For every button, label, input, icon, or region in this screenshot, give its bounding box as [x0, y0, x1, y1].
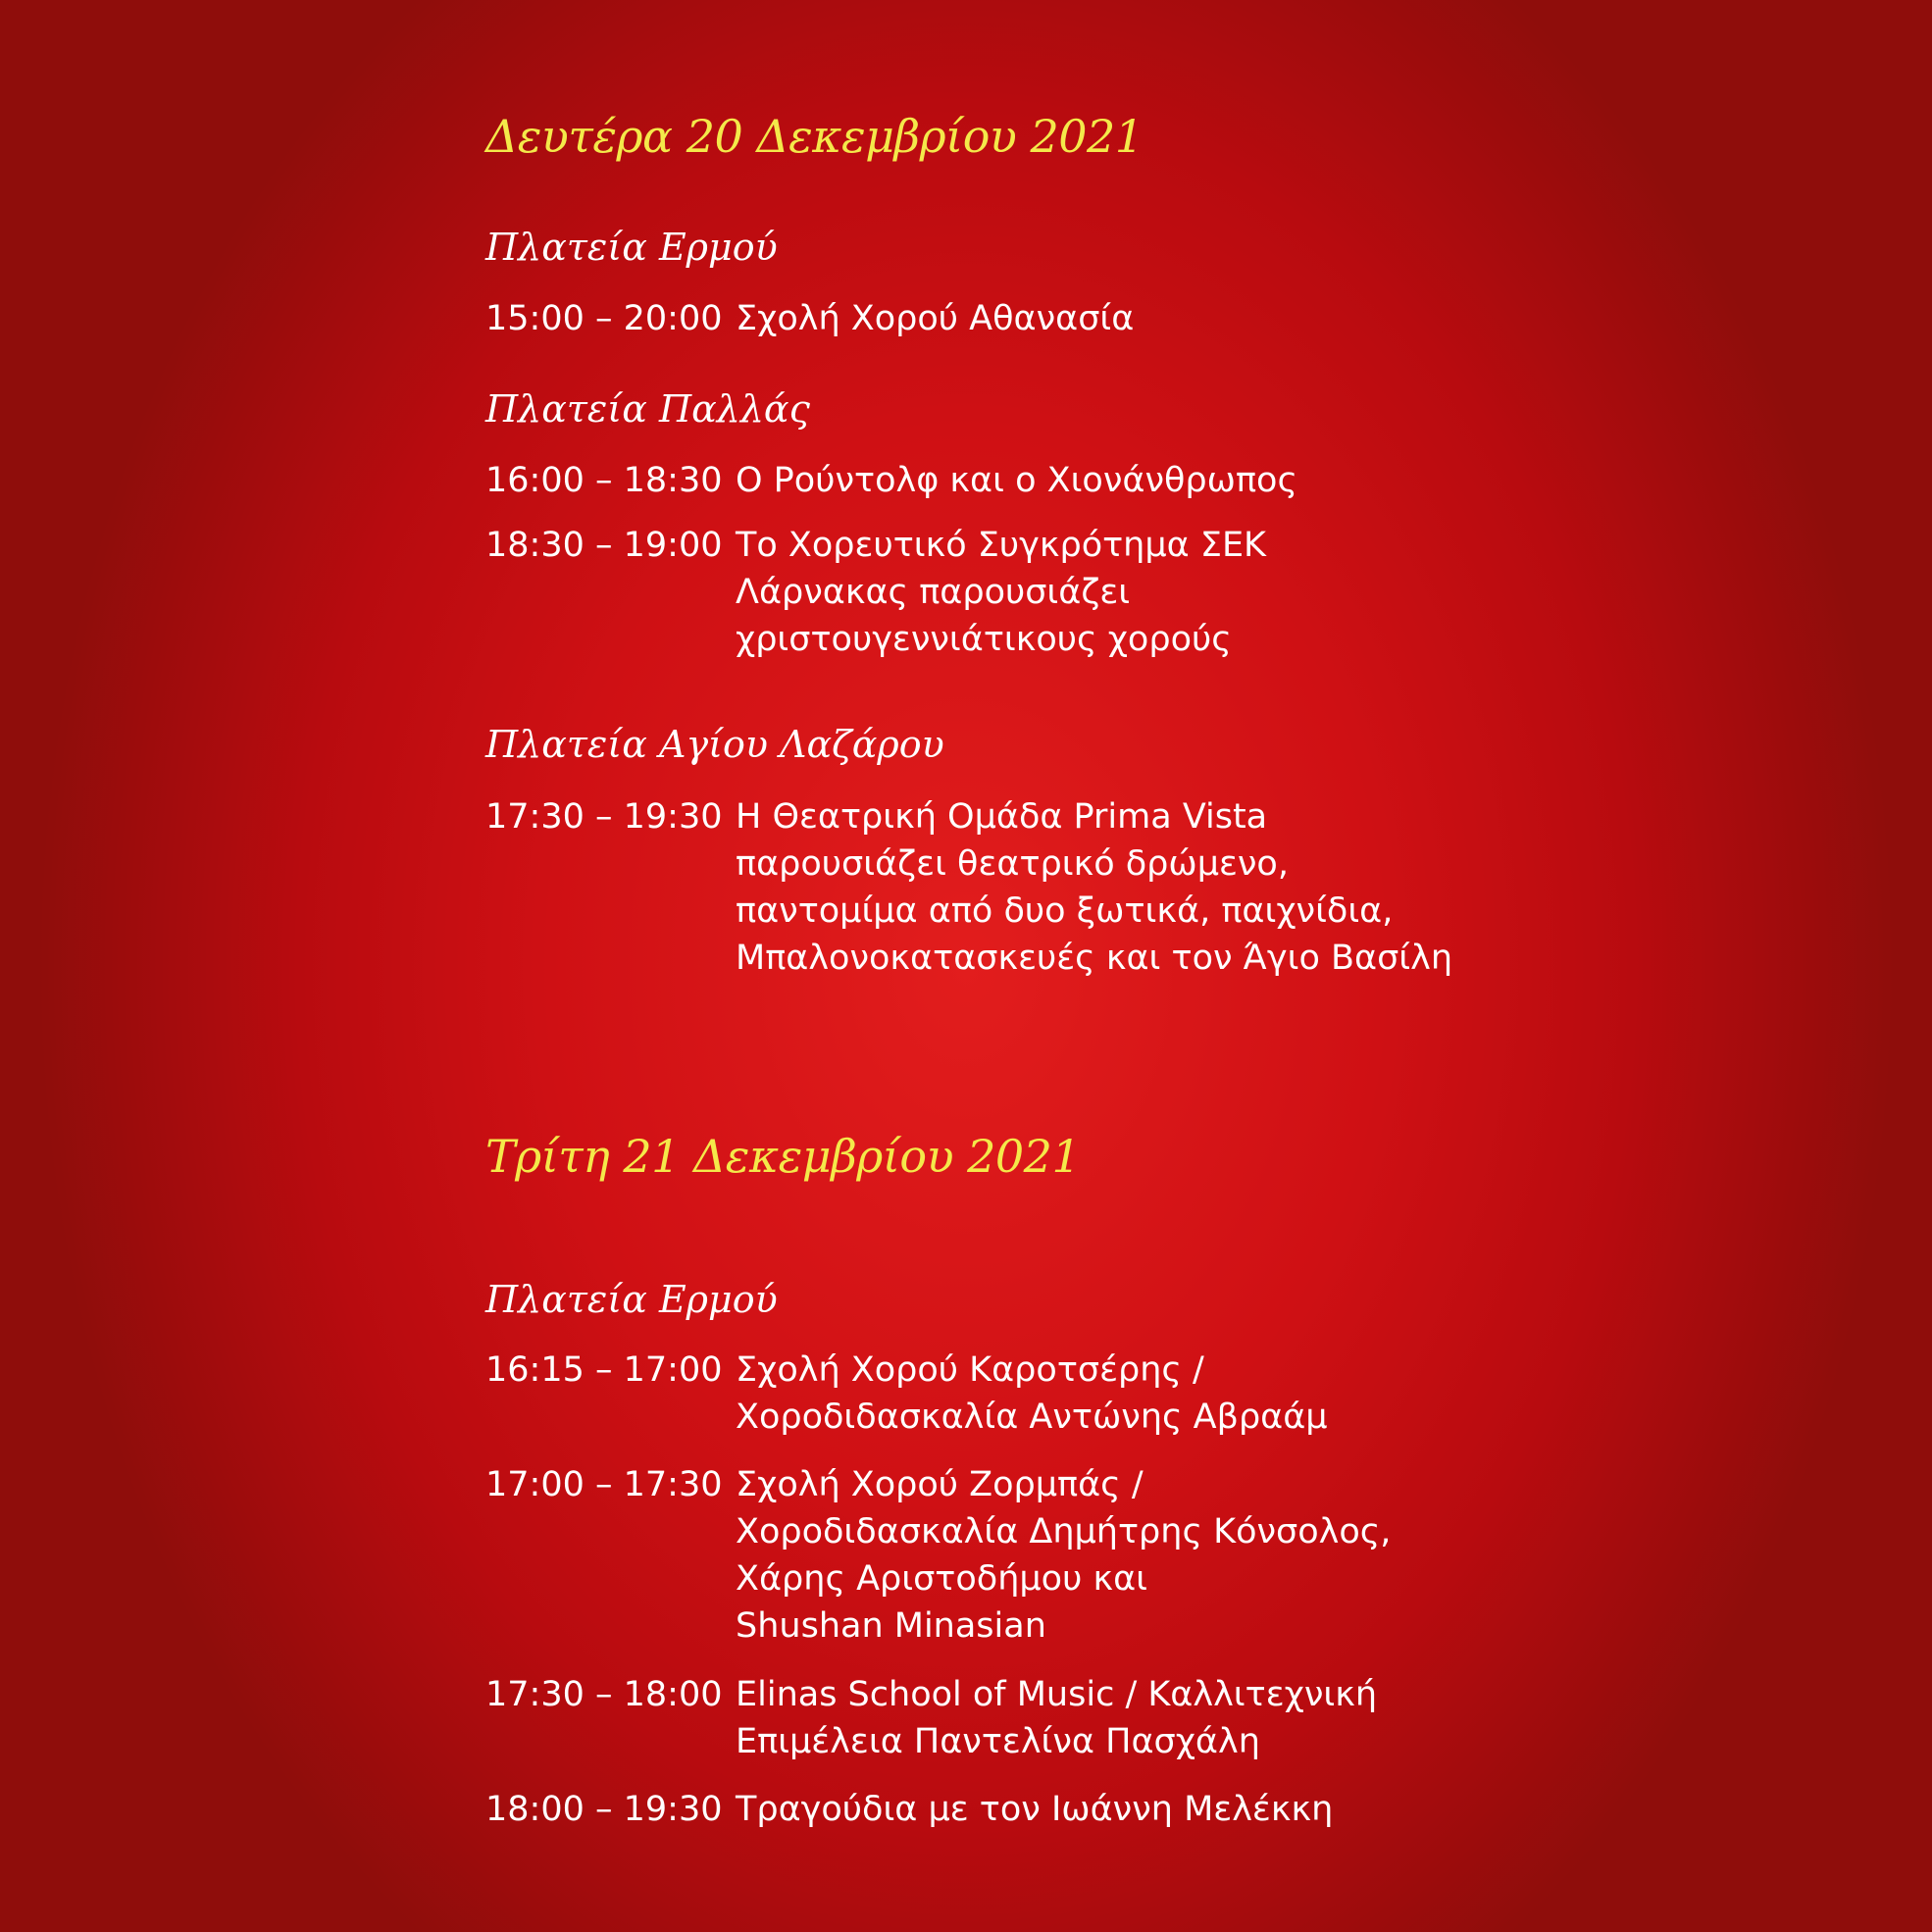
event-line: Η Θεατρική Ομάδα Prima Vista — [736, 797, 1268, 837]
event-line: Σχολή Χορού Ζορμπάς / — [736, 1465, 1144, 1504]
event-line: Elinas School of Music / Καλλιτεχνική — [736, 1675, 1378, 1714]
event-line: Τραγούδια με τον Ιωάννη Μελέκκη — [736, 1790, 1334, 1829]
event-line: Μπαλονοκατασκευές και τον Άγιο Βασίλη — [736, 939, 1453, 978]
event-line: Επιμέλεια Παντελίνα Πασχάλη — [736, 1722, 1260, 1761]
event-description — [736, 522, 1266, 663]
event-line: Shushan Minasian — [736, 1606, 1046, 1646]
event-description — [736, 295, 1134, 342]
event-description — [736, 457, 1297, 504]
event-line: Χοροδιδασκαλία Αντώνης Αβραάμ — [736, 1398, 1328, 1437]
event-time: 16:00 – 18:30 — [485, 461, 723, 500]
event-line: Το Χορευτικό Συγκρότημα ΣΕΚ — [736, 526, 1267, 565]
venue-name: Πλατεία Αγίου Λαζάρου — [485, 723, 944, 766]
event-time: 18:00 – 19:30 — [485, 1790, 723, 1829]
event-line: Χάρης Αριστοδήμου και — [736, 1559, 1147, 1599]
event-time: 17:30 – 19:30 — [485, 797, 723, 837]
event-line: Σχολή Χορού Καροτσέρης / — [736, 1350, 1204, 1390]
event-line: χριστουγεννιάτικους χορούς — [736, 620, 1232, 659]
event-line: παντομίμα από δυο ξωτικά, παιχνίδια, — [736, 891, 1394, 931]
event-time: 17:30 – 18:00 — [485, 1675, 723, 1714]
day-title: Δευτέρα 20 Δεκεμβρίου 2021 — [485, 110, 1144, 163]
event-description — [736, 793, 1452, 982]
event-description — [736, 1461, 1391, 1650]
event-line: παρουσιάζει θεατρικό δρώμενο, — [736, 844, 1289, 884]
event-time: 18:30 – 19:00 — [485, 526, 723, 565]
event-time: 17:00 – 17:30 — [485, 1465, 723, 1504]
venue-name: Πλατεία Ερμού — [485, 226, 778, 269]
event-description — [736, 1347, 1328, 1441]
venue-name: Πλατεία Ερμού — [485, 1278, 778, 1321]
event-time: 15:00 – 20:00 — [485, 299, 723, 338]
event-description — [736, 1671, 1377, 1765]
event-time: 16:15 – 17:00 — [485, 1350, 723, 1390]
venue-name: Πλατεία Παλλάς — [485, 387, 810, 431]
event-line: Χοροδιδασκαλία Δημήτρης Κόνσολος, — [736, 1512, 1392, 1551]
event-line: Λάρνακας παρουσιάζει — [736, 573, 1131, 612]
day-title: Τρίτη 21 Δεκεμβρίου 2021 — [485, 1130, 1081, 1183]
event-line: Σχολή Χορού Αθανασία — [736, 299, 1135, 338]
event-description — [736, 1786, 1333, 1833]
event-line: Ο Ρούντολφ και ο Χιονάνθρωπος — [736, 461, 1297, 500]
